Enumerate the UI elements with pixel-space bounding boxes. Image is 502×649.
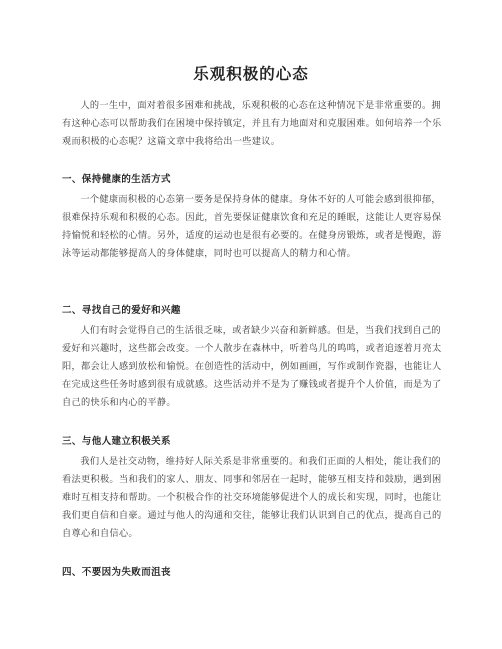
section-paragraph-2: 人们有时会觉得自己的生活很乏味，或者缺少兴奋和新鲜感。但是，当我们找到自己的爱好和兴趣时，这些都会改变。一个人散步在森林中，听着鸟儿的鸣鸣，或者追逐着月亮太阳，都会让人感到放松和愉悦。在创造性的活动中，例如画画，写作或制作瓷器，也能让人在完成这些任务时感到很有成就感。这些活动并不是为了赚钱或者提升个人价值，而是为了自己的快乐和内心的平静。 xyxy=(62,325,442,408)
intro-paragraph: 人的一生中，面对着很多困难和挑战，乐观积极的心态在这种情况下是非常重要的。拥有这种心态可以帮助我们在困境中保持镇定，并且有力地面对和克服困难。如何培养一个乐观而积极的心态呢？这篇文章中我将给出一些建议。 xyxy=(62,100,442,147)
page-title: 乐观积极的心态 xyxy=(193,65,309,83)
section-heading-3: 三、与他人建立积极关系 xyxy=(62,436,171,447)
section-heading-4: 四、不要因为失败而沮丧 xyxy=(62,567,171,578)
section-paragraph-3: 我们人是社交动物，维持好人际关系是非常重要的。和我们正面的人相处，能让我们的看法更积极。当和我们的家人、朋友、同事和邻居在一起时，能够互相支持和鼓励，遇到困难时互相支持和帮助。一个积极合作的社交环境能够促进个人的成长和实现，同时，也能让我们更自信和自豪。通过与他人的沟通和交往，能够让我们认识到自己的优点，提高自己的自尊心和自信心。 xyxy=(62,456,442,539)
section-heading-2: 二、寻找自己的爱好和兴趣 xyxy=(62,305,181,316)
section-paragraph-1: 一个健康而积极的心态第一要务是保持身体的健康。身体不好的人可能会感到很抑郁，很难保持乐观和积极的心态。因此，首先要保证健康饮食和充足的睡眠，这能让人更容易保持愉悦和轻松的心情。另外，适度的运动也是很有必要的。在健身房锻炼，或者是慢跑，游泳等运动都能够提高人的身体健康，同时也可以提高人的精力和心情。 xyxy=(62,194,442,259)
section-heading-1: 一、保持健康的生活方式 xyxy=(62,174,171,185)
